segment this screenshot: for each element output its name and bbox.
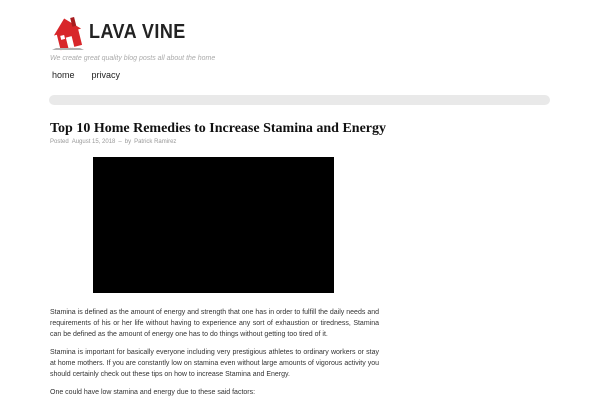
video-embed[interactable] xyxy=(93,157,334,293)
nav-divider-bar xyxy=(49,95,550,105)
post-content xyxy=(50,307,379,405)
by-label: by xyxy=(124,139,132,145)
posted-label: Posted xyxy=(50,139,69,145)
post-date[interactable]: August 15, 2018 xyxy=(71,139,116,145)
paragraph: Stamina is defined as the amount of energy and strength that one has in order to fulfill the daily needs and requirements of his or her life without having to experience any sort of exhaustion or tiredness, Stamina can be defined as the amount of energy one has to do things without getting too tired of it. xyxy=(50,309,379,338)
nav-item-home[interactable]: home xyxy=(52,70,75,80)
paragraph: Stamina is important for basically everyone including very prestigious athletes to ordinary workers or stay at home mothers. If you are constantly low on stamina even without large amounts of vigorous activity you should certainly check out these tips on how to increase Stamina and Energy. xyxy=(50,349,379,378)
site-name: LAVA VINE xyxy=(89,21,186,43)
post-title[interactable]: Top 10 Home Remedies to Increase Stamina and Energy xyxy=(50,121,386,136)
site-tagline: We create great quality blog posts all about the home xyxy=(50,55,216,62)
main-nav xyxy=(52,70,120,80)
post-meta xyxy=(50,139,179,145)
house-icon xyxy=(50,12,86,52)
paragraph: One could have low stamina and energy due to these said factors: xyxy=(50,389,256,396)
nav-item-privacy[interactable]: privacy xyxy=(91,70,121,80)
post-author[interactable]: Patrick Ramirez xyxy=(134,139,177,145)
meta-separator: – xyxy=(118,139,122,145)
site-logo[interactable] xyxy=(50,12,196,52)
